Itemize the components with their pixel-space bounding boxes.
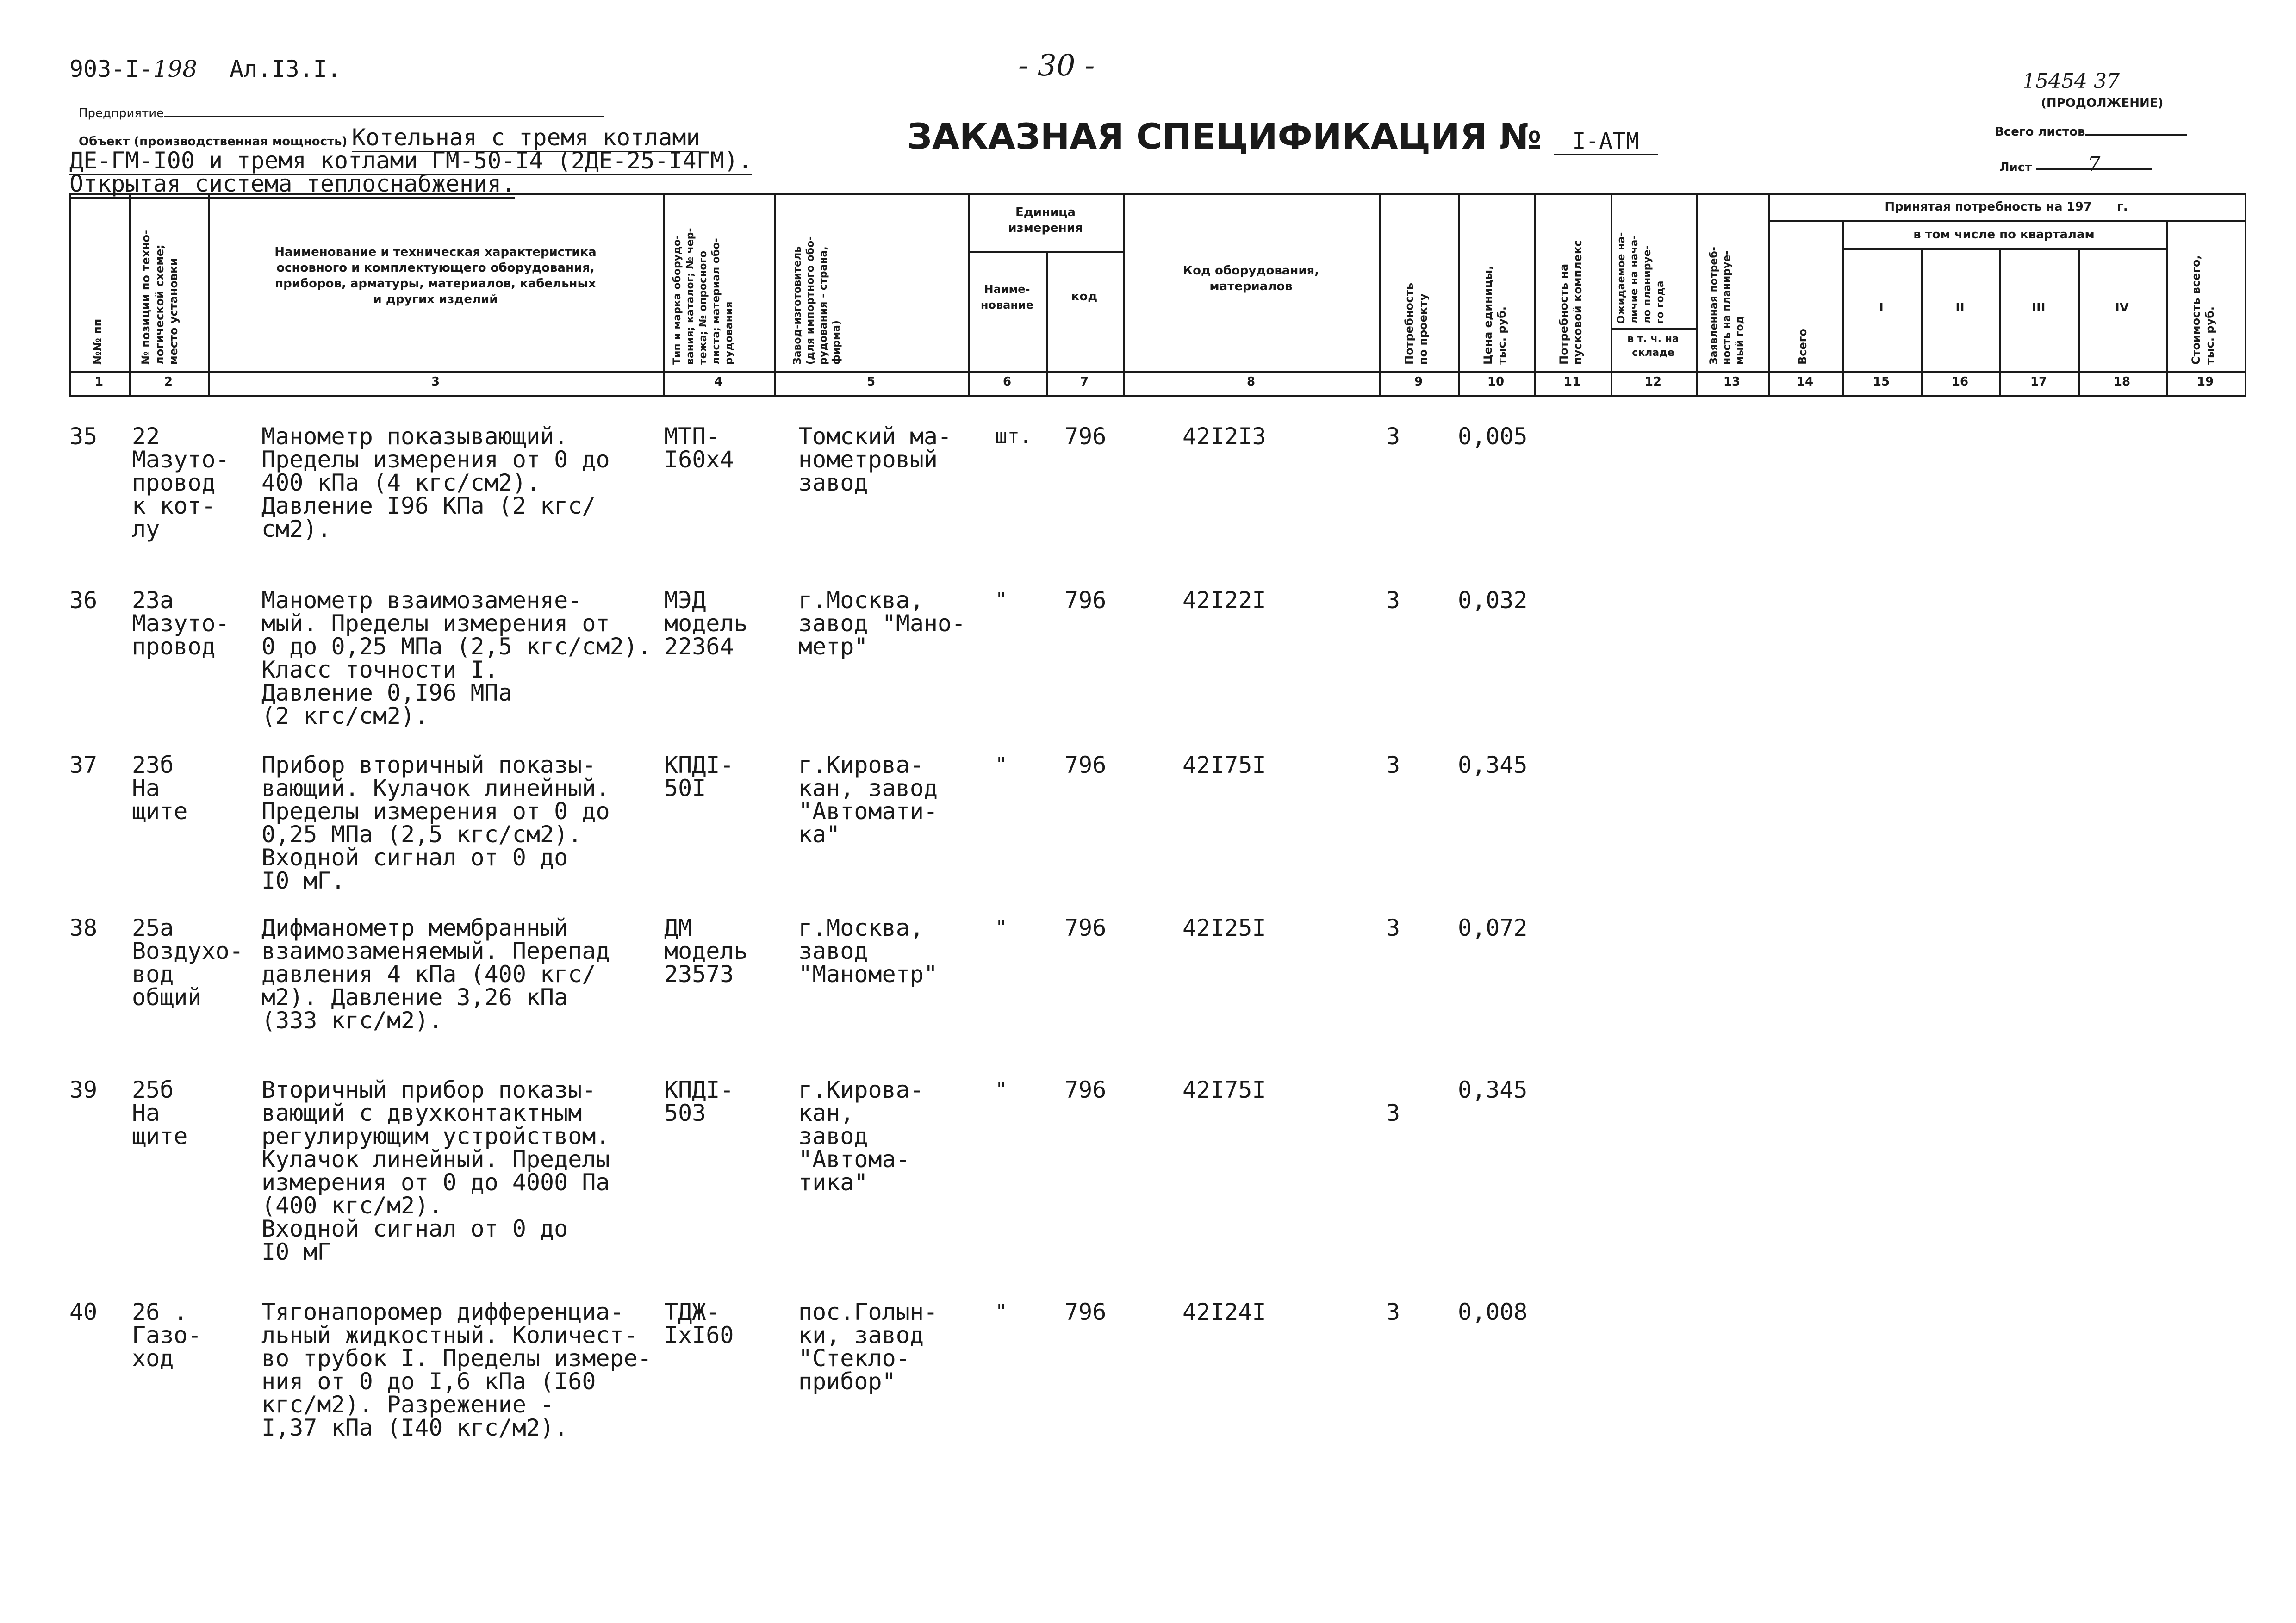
hdr-accepted: Принятая потребность на 197 г. [1885,200,2128,214]
hdr-col-9 [1402,283,1430,365]
row-position: 23а Мазуто- провод [132,587,230,660]
row-maker: г.Кирова- кан, завод "Автома- тика" [798,1076,924,1196]
hdr-col-10 [1481,266,1509,365]
row-price: 0,032 [1458,587,1528,614]
hdr-col-19-l1: Стоимость всего, [2190,255,2203,365]
row-unit: шт. [995,424,1032,448]
row-number: 36 [69,587,98,614]
col-number-3: 3 [431,375,440,389]
stamp-number: 15454 37 [2022,69,2120,93]
col-number-2: 2 [164,375,173,389]
hdr-col-12a-l1: Ожидаемое на- [1616,232,1627,324]
row-type: ТДЖ- IхI60 [664,1299,734,1349]
hdr-q1: I [1879,301,1884,315]
hdr-col-19 [2189,255,2217,365]
col-number-19: 19 [2196,375,2214,389]
col-number-1: 1 [94,375,104,389]
hdr-col-13-l1: Заявленная потреб- [1708,247,1720,365]
row-equipment-code: 42I25I [1182,914,1266,941]
hdr-col-8-l1: Код оборудования, [1182,264,1319,278]
row-quantity: 3 [1386,587,1400,614]
hdr-col-3-l2: основного и комплектующего оборудования, [276,261,595,275]
row-number: 37 [69,752,98,778]
col-line-4 [774,193,776,397]
hdr-q3: III [2032,301,2046,315]
hdr-col-11-l2: пусковой комплекс [1571,240,1584,365]
row-price: 0,005 [1458,423,1528,450]
row-name: Вторичный прибор показы- вающий с двухконтактным регулирующим устройством. Кулачок линейный. Пределы измерения от 0 до 4000 Па (400 кгс/м2). Входной сигнал от 0 до I0 мГ [261,1076,610,1265]
hdr-col-3-l4: и других изделий [373,292,498,306]
hdr-unit-group-l1: Единица [1015,205,1076,219]
row-type: ДМ модель 23573 [664,914,748,988]
hdr-col-12b-l1: в т. ч. на [1627,333,1679,345]
row-price: 0,345 [1458,752,1528,778]
hdr-col-11 [1557,240,1585,365]
quarters-line [1842,248,2166,250]
hdr-col-2-l1: № позиции по техно- [139,230,152,365]
row-position: 22 Мазуто- провод к кот- лу [132,423,230,542]
total-sheets-label: Всего листов [1995,125,2085,139]
continuation-label: (ПРОДОЛЖЕНИЕ) [2041,96,2164,110]
object-line-3: Открытая система теплоснабжения. [69,170,515,199]
hdr-col-6-l2: нование [980,298,1034,311]
row-number: 40 [69,1299,98,1325]
col-line-19 [2245,193,2246,397]
header-top-line [69,193,2245,195]
row-equipment-code: 42I22I [1182,587,1266,614]
col-number-16: 16 [1951,375,1969,389]
enterprise-label: Предприятие [79,106,164,120]
row-quantity: 3 [1386,1299,1400,1325]
row-maker: Томский ма- нометровый завод [798,423,952,496]
row-quantity: 3 [1386,914,1400,941]
row-name: Манометр взаимозаменяе- мый. Пределы измерения от 0 до 0,25 МПа (2,5 кгс/см2). Класс точности I. Давление 0,I96 МПа (2 кгс/см2). [261,587,652,729]
header-numbers-line [69,371,2245,373]
row-type: КПДI- 50I [664,752,734,802]
hdr-col-11-l1: Потребность на [1557,263,1570,365]
col-number-10: 10 [1487,375,1505,389]
row-position: 23б На щите [132,752,188,825]
col-line-11 [1611,193,1612,397]
row-number: 39 [69,1076,98,1103]
sheet-number-field [2036,153,2152,176]
header-bottom-line [69,395,2245,397]
row-name: Манометр показывающий. Пределы измерения от 0 до 400 кПа (4 кгс/см2). Давление I96 КПа (2 кгс/ см2). [261,423,610,542]
row-unit-code: 796 [1064,914,1107,941]
row-unit: " [995,753,1008,777]
accepted-line [1768,220,2245,222]
hdr-col-5-l4: фирма) [831,320,842,365]
hdr-col-12b-l2: складе [1632,347,1674,359]
row-quantity: 3 [1386,752,1400,778]
hdr-col-6-l1: Наиме- [984,283,1030,296]
hdr-col-3-l3: приборов, арматуры, материалов, кабельных [275,277,596,291]
hdr-col-2-l2: логической схеме; [153,244,166,365]
hdr-col-2 [139,230,180,365]
hdr-col-5 [791,236,843,365]
hdr-col-4-l1: Тип и марка оборудо- [672,235,683,365]
spec-title-row [907,116,1658,157]
row-type: МТП- I60х4 [664,423,734,473]
hdr-q2: II [1955,301,1965,315]
page-number: - 30 - [1018,49,1095,83]
stock-line [1611,328,1696,330]
spec-table-header [69,193,2245,397]
row-unit: " [995,916,1008,939]
doc-code-handwritten: 198 [153,56,198,82]
col-number-18: 18 [2113,375,2131,389]
hdr-col-13-l3: мый год [1734,316,1746,365]
hdr-col-5-l3: рудования - страна, [818,246,829,365]
total-sheets-row [1995,124,2187,139]
row-position: 26 . Газо- ход [132,1299,202,1372]
row-name: Прибор вторичный показы- вающий. Кулачок линейный. Пределы измерения от 0 до 0,25 МПа (2,5 кгс/см2). Входной сигнал от 0 до I0 мГ. [261,752,610,894]
hdr-col-4-l2: вания; каталог; № чер- [684,228,696,365]
col-line-0 [69,193,71,397]
hdr-col-8-l2: материалов [1209,280,1293,293]
hdr-col-13-l2: ность на планируе- [1721,250,1733,365]
col-number-5: 5 [866,375,876,389]
hdr-q4: IV [2115,301,2129,315]
hdr-col-12b [1611,332,1696,360]
row-unit-code: 796 [1064,587,1107,614]
row-type: МЭД модель 22364 [664,587,748,660]
row-maker: г.Кирова- кан, завод "Автомати- ка" [798,752,938,848]
row-equipment-code: 42I75I [1182,752,1266,778]
row-name: Тягонапоромер дифференциа- льный жидкостный. Количест- во трубок I. Пределы измере- ния от 0 до I,6 кПа (I60 кгс/м2). Разрежение - I,37 кПа (I40 кгс/м2). [261,1299,652,1441]
spec-number: I-АТМ [1554,128,1658,155]
row-unit-code: 796 [1064,1299,1107,1325]
enterprise-row [79,106,604,120]
row-maker: г.Москва, завод "Мано- метр" [798,587,966,660]
col-line-1 [129,193,131,397]
row-equipment-code: 42I75I [1182,1076,1266,1103]
row-equipment-code: 42I2I3 [1182,423,1266,450]
hdr-unit-group [968,205,1123,236]
hdr-col-12a-l4: го года [1655,280,1666,324]
col-number-13: 13 [1723,375,1741,389]
hdr-col-12a-l3: ло планируе- [1642,245,1653,324]
object-line-1: Котельная с тремя котлами [352,124,700,152]
col-number-8: 8 [1246,375,1256,389]
sheet-number: 7 [2087,153,2101,176]
sheet-label: Лист [1999,161,2032,174]
col-line-3 [663,193,665,397]
hdr-col-13 [1708,247,1747,365]
row-quantity: 3 [1386,1100,1400,1126]
col-number-4: 4 [714,375,723,389]
doc-code-prefix: 903-I- [69,56,153,82]
row-unit: " [995,1300,1008,1324]
row-maker: г.Москва, завод "Манометр" [798,914,938,988]
col-number-6: 6 [1002,375,1012,389]
object-label: Объект (производственная мощность) [79,135,348,149]
hdr-col-9-l2: по проекту [1417,293,1430,365]
object-line-2: ДЕ-ГМ-I00 и тремя котлами ГМ-50-I4 (2ДЕ-25-I4ГМ). [69,147,752,175]
hdr-col-5-l1: Завод-изготовитель [792,246,803,365]
hdr-col-10-l2: тыс. руб. [1495,306,1508,365]
col-number-12: 12 [1644,375,1662,389]
col-number-7: 7 [1080,375,1089,389]
hdr-col-10-l1: Цена единицы, [1481,265,1494,365]
hdr-col-7: код [1071,290,1098,304]
hdr-col-12a [1615,232,1667,324]
row-quantity: 3 [1386,423,1400,450]
col-line-18 [2166,220,2168,397]
col-line-13 [1768,193,1770,397]
hdr-col-14: Всего [1796,329,1809,365]
row-unit: " [995,1078,1008,1101]
hdr-col-1: №№ пп [91,318,104,365]
hdr-col-3-l1: Наименование и техническая характеристика [274,245,597,259]
col-number-11: 11 [1563,375,1581,389]
hdr-col-4-l4: листа; материал обо- [710,238,722,365]
hdr-col-9-l1: Потребность [1403,282,1416,365]
row-type: КПДI- 503 [664,1076,734,1126]
hdr-col-4-l5: рудования [723,301,735,365]
row-price: 0,008 [1458,1299,1528,1325]
hdr-col-8 [1123,263,1379,294]
hdr-col-6 [968,281,1046,313]
hdr-col-3 [208,244,663,307]
total-sheets-blank [2085,124,2187,136]
unit-group-line [968,251,1123,253]
col-number-14: 14 [1796,375,1814,389]
hdr-col-12a-l2: личие на нача- [1629,235,1640,324]
row-number: 38 [69,914,98,941]
row-unit-code: 796 [1064,423,1107,450]
col-number-17: 17 [2030,375,2047,389]
col-line-12 [1696,193,1698,397]
hdr-col-4 [671,228,736,365]
album-number: Ал.I3.I. [230,56,341,82]
hdr-quarters: в том числе по кварталам [1913,228,2095,242]
col-line-10 [1534,193,1536,397]
row-position: 25а Воздухо- вод общий [132,914,243,1011]
hdr-col-5-l2: (для импортного обо- [805,236,816,365]
sheet-row [1999,153,2152,174]
enterprise-blank [164,106,604,117]
col-line-9 [1458,193,1460,397]
row-unit-code: 796 [1064,752,1107,778]
row-name: Дифманометр мембранный взаимозаменяемый. Перепад давления 4 кПа (400 кгс/ м2). Давление 3,26 кПа (333 кгс/м2). [261,914,610,1034]
col-number-15: 15 [1873,375,1890,389]
spec-title: ЗАКАЗНАЯ СПЕЦИФИКАЦИЯ № [907,116,1542,157]
hdr-col-4-l3: тежа; № опросного [697,250,709,365]
row-equipment-code: 42I24I [1182,1299,1266,1325]
row-maker: пос.Голын- ки, завод "Стекло- прибор" [798,1299,938,1395]
doc-code [69,56,341,82]
row-position: 25б На щите [132,1076,188,1150]
row-price: 0,072 [1458,914,1528,941]
row-price: 0,345 [1458,1076,1528,1103]
hdr-unit-group-l2: измерения [1008,221,1083,235]
row-number: 35 [69,423,98,450]
row-unit-code: 796 [1064,1076,1107,1103]
hdr-col-2-l3: место установки [167,258,180,365]
hdr-col-19-l2: тыс. руб. [2203,306,2216,365]
col-line-7 [1123,193,1125,397]
col-line-8 [1379,193,1381,397]
row-unit: " [995,588,1008,612]
col-number-9: 9 [1414,375,1423,389]
